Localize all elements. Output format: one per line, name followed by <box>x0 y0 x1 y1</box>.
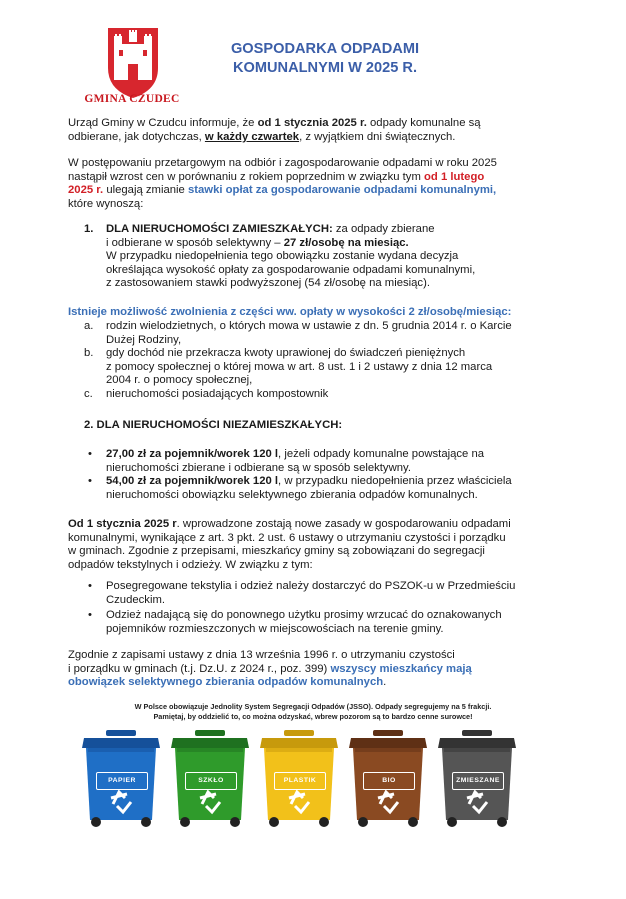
segregation-note: W Polsce obowiązuje Jednolity System Segregacji Odpadów (JSSO). Odpady segregujemy na 5 frakcji. Pamiętaj, by oddzielić to, co można odzyskać, wbrew pozorom są to bardzo cenne surowce! <box>134 702 492 721</box>
section-non-residential-heading: 2. DLA NIERUCHOMOŚCI NIEZAMIESZKAŁYCH: <box>84 419 343 431</box>
list-item: • Posegregowane tekstylia i odzież należy dostarczyć do PSZOK-u w Przedmieściu Czudeckim. <box>88 580 516 606</box>
closing-paragraph: Zgodnie z zapisami ustawy z dnia 13 września 1996 r. o utrzymaniu czystości i porządku w gminach (t.j. Dz.U. z 2024 r., poz. 399) wszyscy mieszkańcy mają obowiązek selektywnego zbierania odpadów komunalnych. <box>68 649 472 689</box>
bin-label: BIO <box>363 772 415 790</box>
rate-change-paragraph: W postępowaniu przetargowym na odbiór i zagospodarowanie odpadami w roku 2025 nastąpił wzrost cen w porównaniu z rokiem poprzednim w związku tym od 1 lutego 2025 r. ulegają zmianie stawki opłat za gospodarowanie odpadami komunalnymi, które wynoszą: <box>68 157 497 210</box>
exemption-heading: Istnieje możliwość zwolnienia z części ww. opłaty w wysokości 2 zł/osobę/miesiąc: <box>68 306 512 318</box>
bin-zmieszane <box>434 728 520 828</box>
page-title: GOSPODARKA ODPADAMI KOMUNALNYMI W 2025 R. <box>230 41 420 76</box>
section-residential: 1. DLA NIERUCHOMOŚCI ZAMIESZKAŁYCH: za odpady zbierane i odbierane w sposób selektywny – 27 zł/osobę na miesiąc. W przypadku niedopełnienia tego obowiązku zostanie wydana decyzja określająca wysokość opłaty za gospodarowanie odpadami komunalnymi, z zastosowaniem stawki podwyższonej (54 zł/osobę na miesiąc). <box>84 223 476 290</box>
list-item: • 54,00 zł za pojemnik/worek 120 l, w przypadku niedopełnienia przez właściciela nieruchomości obowiązku selektywnego zbierania odpadów komunalnych. <box>88 475 512 501</box>
bin-label: ZMIESZANE <box>452 772 504 790</box>
intro-paragraph: Urząd Gminy w Czudcu informuje, że od 1 stycznia 2025 r. odpady komunalne są odbierane, jak dotychczas, w każdy czwartek, z wyjątkiem dni świątecznych. <box>68 117 481 143</box>
bin-label: PAPIER <box>96 772 148 790</box>
bin-szkło <box>167 728 253 828</box>
exemption-list <box>84 320 554 402</box>
textiles-paragraph: Od 1 stycznia 2025 r. wprowadzone zostają nowe zasady w gospodarowaniu odpadami komunalnymi, wynikające z art. 3 pkt. 2 ust. 6 ustawy o utrzymaniu czystości i porządku w gminach. Zgodnie z przepisami, mieszkańcy gminy są zobowiązani do segregacji odpadów tekstylnych i odzieży. W związku z tym: <box>68 518 511 571</box>
list-item: • Odzież nadającą się do ponownego użytku prosimy wrzucać do oznakowanych pojemników rozmieszczonych w miejscowościach na terenie gminy. <box>88 609 502 635</box>
municipality-name: GMINA CZUDEC <box>84 93 180 105</box>
bin-papier <box>78 728 164 828</box>
waste-bins <box>78 728 548 828</box>
non-residential-rates <box>84 448 554 502</box>
list-item: c. nieruchomości posiadających kompostownik <box>84 387 329 400</box>
list-item: a. rodzin wielodzietnych, o których mowa w ustawie z dn. 5 grudnia 2014 r. o Karcie Dużej Rodziny, <box>84 320 512 346</box>
list-item: • 27,00 zł za pojemnik/worek 120 l, jeżeli odpady komunalne powstające na nieruchomości zbierane i odbierane są w sposób selektywny. <box>88 448 485 474</box>
textiles-list <box>84 580 554 636</box>
bin-bio <box>345 728 431 828</box>
list-item: b. gdy dochód nie przekracza kwoty uprawionej do świadczeń pieniężnych z pomocy społecznej o której mowa w art. 8 ust. 1 i 2 ustawy z dnia 12 marca 2004 r. o pomocy społecznej, <box>84 347 493 387</box>
bin-label: PLASTIK <box>274 772 326 790</box>
bin-label: SZKŁO <box>185 772 237 790</box>
bin-plastik <box>256 728 342 828</box>
